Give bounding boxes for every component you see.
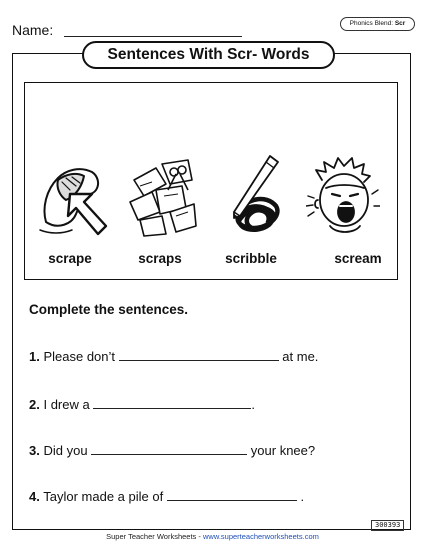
sentence-number: 2.	[29, 397, 40, 412]
sentence-number: 1.	[29, 349, 40, 364]
badge-value: Scr	[394, 20, 406, 27]
word-label-scrape: scrape	[48, 251, 92, 266]
scream-icon	[306, 150, 380, 240]
sentence-2	[29, 396, 255, 412]
phonics-badge	[340, 17, 415, 31]
sentence-text-before: I drew a	[43, 397, 90, 412]
sentence-4	[29, 488, 304, 504]
answer-blank[interactable]	[91, 442, 247, 455]
sentence-text-before: Did you	[43, 443, 88, 458]
answer-blank[interactable]	[119, 348, 279, 361]
word-label-scraps: scraps	[138, 251, 182, 266]
sentence-3	[29, 442, 315, 458]
scraps-icon	[126, 150, 200, 240]
footer	[0, 532, 425, 541]
word-label-scream: scream	[334, 251, 382, 266]
name-line[interactable]	[64, 36, 242, 37]
name-label: Name:	[12, 22, 54, 38]
sentence-number: 4.	[29, 489, 40, 504]
answer-blank[interactable]	[167, 488, 297, 501]
sentence-text-before: Please don’t	[43, 349, 116, 364]
sentence-1	[29, 348, 318, 364]
word-label-scribble: scribble	[225, 251, 277, 266]
sentence-text-before: Taylor made a pile of	[43, 489, 164, 504]
sentence-text-after: at me.	[282, 349, 319, 364]
sentence-text-after: .	[300, 489, 305, 504]
footer-separator: -	[196, 532, 203, 541]
sentence-text-after: your knee?	[250, 443, 316, 458]
answer-blank[interactable]	[93, 396, 251, 409]
worksheet-title: Sentences With Scr- Words	[82, 41, 335, 69]
footer-url-link[interactable]: www.superteacherworksheets.com	[202, 532, 319, 541]
sentence-number: 3.	[29, 443, 40, 458]
worksheet-code: 300393	[371, 520, 404, 531]
scribble-icon	[216, 150, 290, 240]
sentence-text-after: .	[251, 397, 255, 412]
instructions: Complete the sentences.	[29, 302, 189, 317]
footer-site-name: Super Teacher Worksheets	[106, 532, 197, 541]
scrape-icon	[36, 150, 110, 240]
badge-prefix: Phonics Blend:	[349, 20, 394, 27]
